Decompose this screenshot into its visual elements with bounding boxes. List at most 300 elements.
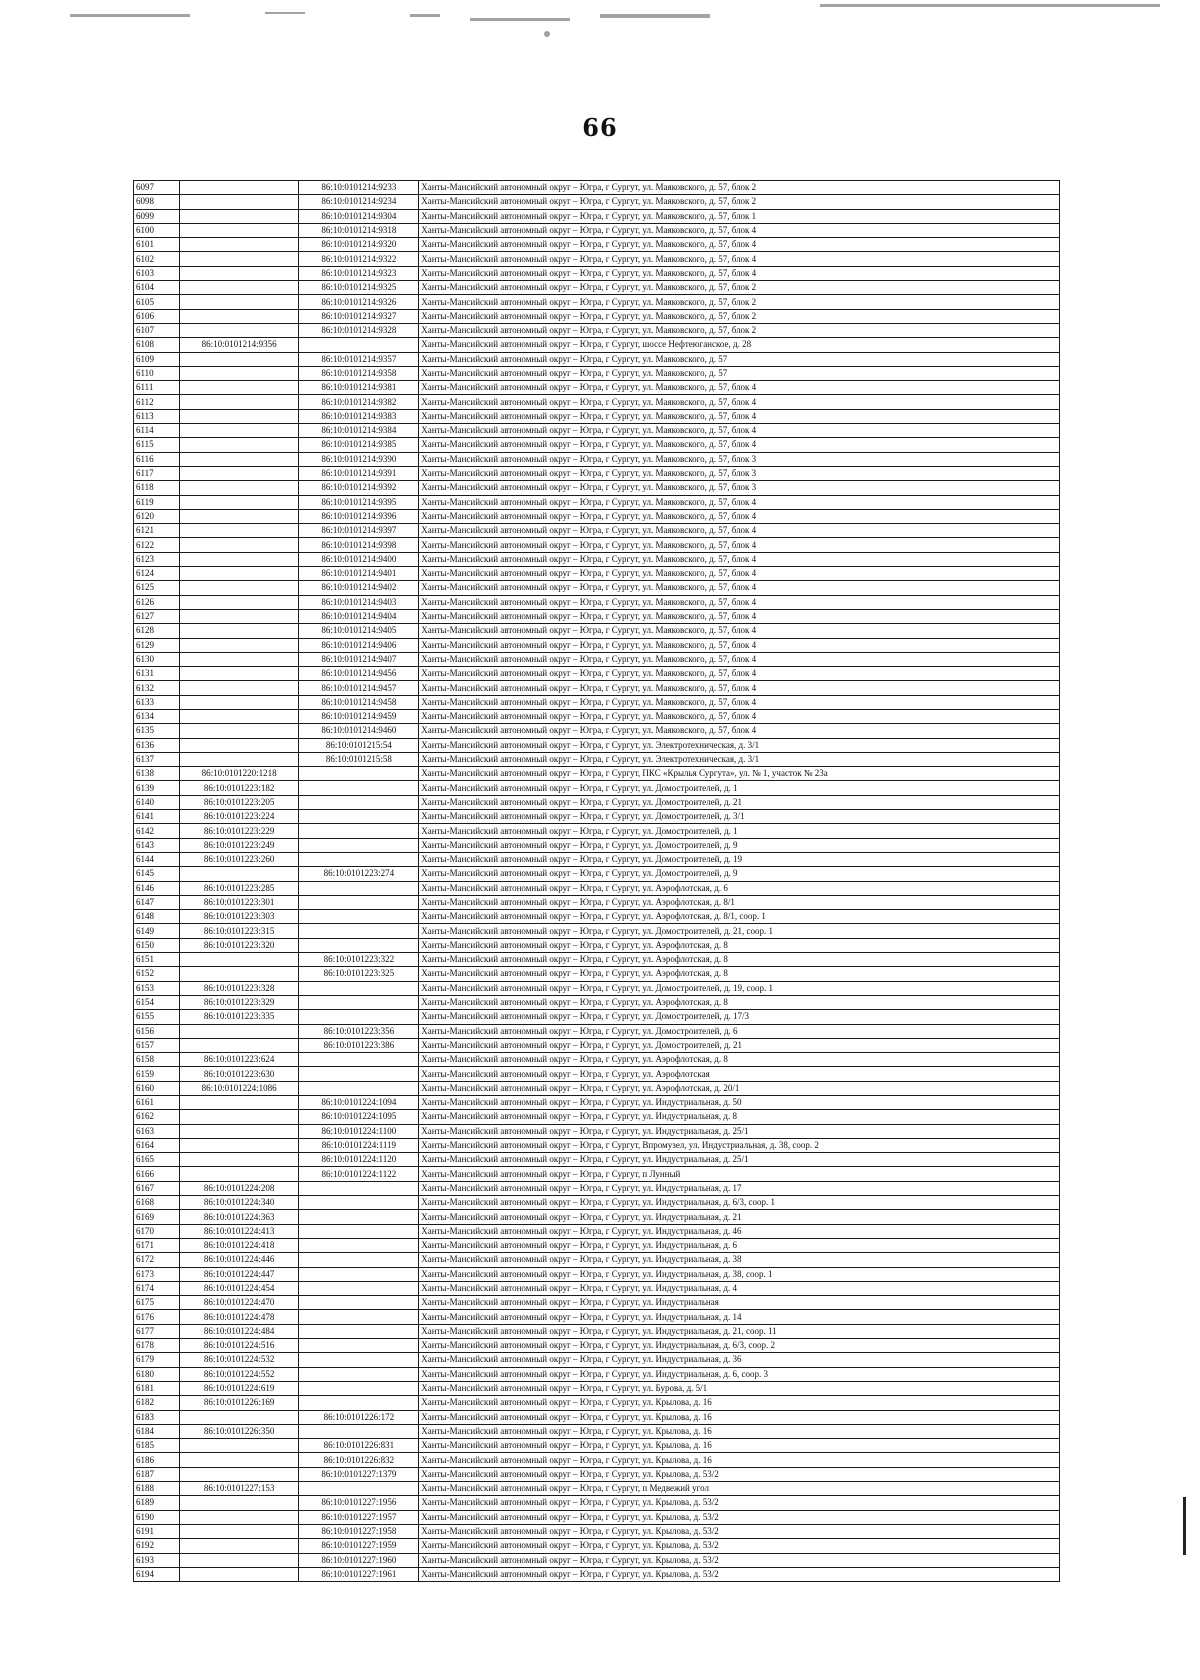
new-cadastral-number: 86:10:0101215:58 bbox=[299, 752, 419, 766]
old-cadastral-number bbox=[179, 195, 299, 209]
new-cadastral-number bbox=[299, 924, 419, 938]
new-cadastral-number: 86:10:0101214:9322 bbox=[299, 252, 419, 266]
address: Ханты-Мансийский автономный округ – Югра, г Сургут, ул. Домостроителей, д. 17/3 bbox=[419, 1010, 1060, 1024]
address: Ханты-Мансийский автономный округ – Югра, г Сургут, ул. Бурова, д. 5/1 bbox=[419, 1381, 1060, 1395]
row-number: 6192 bbox=[134, 1539, 180, 1553]
address: Ханты-Мансийский автономный округ – Югра, г Сургут, ул. Домостроителей, д. 21 bbox=[419, 795, 1060, 809]
address: Ханты-Мансийский автономный округ – Югра, г Сургут, ул. Маяковского, д. 57, блок 2 bbox=[419, 309, 1060, 323]
new-cadastral-number bbox=[299, 1296, 419, 1310]
old-cadastral-number bbox=[179, 538, 299, 552]
old-cadastral-number bbox=[179, 295, 299, 309]
old-cadastral-number: 86:10:0101223:205 bbox=[179, 795, 299, 809]
old-cadastral-number: 86:10:0101224:363 bbox=[179, 1210, 299, 1224]
table-row bbox=[134, 238, 1060, 252]
address: Ханты-Мансийский автономный округ – Югра, г Сургут, ул. Аэрофлотская, д. 8/1 bbox=[419, 895, 1060, 909]
old-cadastral-number bbox=[179, 1524, 299, 1538]
old-cadastral-number bbox=[179, 1553, 299, 1567]
address: Ханты-Мансийский автономный округ – Югра, г Сургут, ул. Крылова, д. 16 bbox=[419, 1453, 1060, 1467]
new-cadastral-number: 86:10:0101223:325 bbox=[299, 967, 419, 981]
row-number: 6180 bbox=[134, 1367, 180, 1381]
address: Ханты-Мансийский автономный округ – Югра, г Сургут, ул. Маяковского, д. 57, блок 2 bbox=[419, 295, 1060, 309]
address: Ханты-Мансийский автономный округ – Югра, г Сургут, ул. Индустриальная, д. 8 bbox=[419, 1110, 1060, 1124]
new-cadastral-number bbox=[299, 810, 419, 824]
address: Ханты-Мансийский автономный округ – Югра, г Сургут, ул. Домостроителей, д. 1 bbox=[419, 781, 1060, 795]
table-row bbox=[134, 1482, 1060, 1496]
row-number: 6185 bbox=[134, 1439, 180, 1453]
new-cadastral-number bbox=[299, 938, 419, 952]
table-row bbox=[134, 195, 1060, 209]
old-cadastral-number bbox=[179, 1153, 299, 1167]
new-cadastral-number bbox=[299, 1482, 419, 1496]
address: Ханты-Мансийский автономный округ – Югра, г Сургут, ул. Крылова, д. 16 bbox=[419, 1410, 1060, 1424]
new-cadastral-number: 86:10:0101224:1095 bbox=[299, 1110, 419, 1124]
row-number: 6189 bbox=[134, 1496, 180, 1510]
table-row bbox=[134, 881, 1060, 895]
row-number: 6103 bbox=[134, 266, 180, 280]
old-cadastral-number: 86:10:0101223:303 bbox=[179, 910, 299, 924]
new-cadastral-number: 86:10:0101214:9395 bbox=[299, 495, 419, 509]
row-number: 6177 bbox=[134, 1324, 180, 1338]
row-number: 6119 bbox=[134, 495, 180, 509]
new-cadastral-number bbox=[299, 981, 419, 995]
old-cadastral-number: 86:10:0101223:315 bbox=[179, 924, 299, 938]
row-number: 6133 bbox=[134, 695, 180, 709]
new-cadastral-number: 86:10:0101224:1094 bbox=[299, 1096, 419, 1110]
table-row bbox=[134, 767, 1060, 781]
address: Ханты-Мансийский автономный округ – Югра, г Сургут, ул. Маяковского, д. 57, блок 4 bbox=[419, 424, 1060, 438]
table-row bbox=[134, 1038, 1060, 1052]
address: Ханты-Мансийский автономный округ – Югра, г Сургут, ул. Маяковского, д. 57, блок 4 bbox=[419, 638, 1060, 652]
row-number: 6122 bbox=[134, 538, 180, 552]
new-cadastral-number bbox=[299, 338, 419, 352]
row-number: 6148 bbox=[134, 910, 180, 924]
table-row bbox=[134, 1539, 1060, 1553]
old-cadastral-number: 86:10:0101223:328 bbox=[179, 981, 299, 995]
row-number: 6162 bbox=[134, 1110, 180, 1124]
address: Ханты-Мансийский автономный округ – Югра, г Сургут, ул. Аэрофлотская, д. 8 bbox=[419, 1053, 1060, 1067]
old-cadastral-number: 86:10:0101223:229 bbox=[179, 824, 299, 838]
new-cadastral-number bbox=[299, 1238, 419, 1252]
old-cadastral-number: 86:10:0101224:516 bbox=[179, 1339, 299, 1353]
row-number: 6166 bbox=[134, 1167, 180, 1181]
row-number: 6183 bbox=[134, 1410, 180, 1424]
table-row bbox=[134, 838, 1060, 852]
address: Ханты-Мансийский автономный округ – Югра, г Сургут, ул. Маяковского, д. 57, блок 4 bbox=[419, 438, 1060, 452]
new-cadastral-number: 86:10:0101224:1122 bbox=[299, 1167, 419, 1181]
new-cadastral-number: 86:10:0101214:9357 bbox=[299, 352, 419, 366]
address: Ханты-Мансийский автономный округ – Югра, г Сургут, ул. Аэрофлотская, д. 8/1, соор. 1 bbox=[419, 910, 1060, 924]
new-cadastral-number bbox=[299, 1224, 419, 1238]
new-cadastral-number bbox=[299, 1181, 419, 1195]
address: Ханты-Мансийский автономный округ – Югра, г Сургут, ул. Маяковского, д. 57, блок 4 bbox=[419, 381, 1060, 395]
table-row bbox=[134, 1496, 1060, 1510]
new-cadastral-number: 86:10:0101214:9328 bbox=[299, 323, 419, 337]
old-cadastral-number bbox=[179, 752, 299, 766]
old-cadastral-number: 86:10:0101224:418 bbox=[179, 1238, 299, 1252]
old-cadastral-number bbox=[179, 209, 299, 223]
old-cadastral-number: 86:10:0101224:340 bbox=[179, 1196, 299, 1210]
new-cadastral-number: 86:10:0101214:9402 bbox=[299, 581, 419, 595]
old-cadastral-number bbox=[179, 552, 299, 566]
new-cadastral-number: 86:10:0101214:9383 bbox=[299, 409, 419, 423]
table-row bbox=[134, 938, 1060, 952]
table-row bbox=[134, 495, 1060, 509]
address: Ханты-Мансийский автономный округ – Югра, г Сургут, п Медвежий угол bbox=[419, 1482, 1060, 1496]
old-cadastral-number bbox=[179, 681, 299, 695]
table-row bbox=[134, 1339, 1060, 1353]
address: Ханты-Мансийский автономный округ – Югра, г Сургут, ул. Маяковского, д. 57, блок 4 bbox=[419, 667, 1060, 681]
row-number: 6111 bbox=[134, 381, 180, 395]
new-cadastral-number bbox=[299, 881, 419, 895]
table-row bbox=[134, 252, 1060, 266]
old-cadastral-number: 86:10:0101223:630 bbox=[179, 1067, 299, 1081]
new-cadastral-number bbox=[299, 852, 419, 866]
row-number: 6115 bbox=[134, 438, 180, 452]
old-cadastral-number bbox=[179, 1467, 299, 1481]
table-row bbox=[134, 1110, 1060, 1124]
old-cadastral-number bbox=[179, 738, 299, 752]
address: Ханты-Мансийский автономный округ – Югра, г Сургут, ул. Электротехническая, д. 3/1 bbox=[419, 752, 1060, 766]
row-number: 6159 bbox=[134, 1067, 180, 1081]
old-cadastral-number bbox=[179, 1038, 299, 1052]
old-cadastral-number bbox=[179, 967, 299, 981]
row-number: 6161 bbox=[134, 1096, 180, 1110]
address: Ханты-Мансийский автономный округ – Югра, г Сургут, ул. Маяковского, д. 57, блок 2 bbox=[419, 281, 1060, 295]
old-cadastral-number bbox=[179, 1539, 299, 1553]
table-row bbox=[134, 1067, 1060, 1081]
new-cadastral-number bbox=[299, 1081, 419, 1095]
row-number: 6124 bbox=[134, 567, 180, 581]
new-cadastral-number: 86:10:0101214:9325 bbox=[299, 281, 419, 295]
table-row bbox=[134, 1253, 1060, 1267]
new-cadastral-number: 86:10:0101226:832 bbox=[299, 1453, 419, 1467]
new-cadastral-number: 86:10:0101223:356 bbox=[299, 1024, 419, 1038]
address: Ханты-Мансийский автономный округ – Югра, г Сургут, ул. Маяковского, д. 57, блок 4 bbox=[419, 652, 1060, 666]
row-number: 6184 bbox=[134, 1424, 180, 1438]
row-number: 6163 bbox=[134, 1124, 180, 1138]
row-number: 6181 bbox=[134, 1381, 180, 1395]
address: Ханты-Мансийский автономный округ – Югра, г Сургут, ул. Домостроителей, д. 3/1 bbox=[419, 810, 1060, 824]
table-row bbox=[134, 1381, 1060, 1395]
old-cadastral-number bbox=[179, 609, 299, 623]
new-cadastral-number bbox=[299, 824, 419, 838]
old-cadastral-number: 86:10:0101224:478 bbox=[179, 1310, 299, 1324]
old-cadastral-number: 86:10:0101224:413 bbox=[179, 1224, 299, 1238]
row-number: 6099 bbox=[134, 209, 180, 223]
table-row bbox=[134, 295, 1060, 309]
old-cadastral-number: 86:10:0101224:454 bbox=[179, 1281, 299, 1295]
address: Ханты-Мансийский автономный округ – Югра, г Сургут, ул. Маяковского, д. 57, блок 4 bbox=[419, 567, 1060, 581]
address: Ханты-Мансийский автономный округ – Югра, г Сургут, ул. Индустриальная, д. 25/1 bbox=[419, 1124, 1060, 1138]
old-cadastral-number bbox=[179, 652, 299, 666]
address: Ханты-Мансийский автономный округ – Югра, г Сургут, ул. Маяковского, д. 57, блок 4 bbox=[419, 409, 1060, 423]
row-number: 6168 bbox=[134, 1196, 180, 1210]
address: Ханты-Мансийский автономный округ – Югра, г Сургут, ул. Маяковского, д. 57, блок 2 bbox=[419, 181, 1060, 195]
old-cadastral-number bbox=[179, 567, 299, 581]
new-cadastral-number: 86:10:0101214:9326 bbox=[299, 295, 419, 309]
old-cadastral-number: 86:10:0101223:329 bbox=[179, 995, 299, 1009]
old-cadastral-number bbox=[179, 1410, 299, 1424]
table-row bbox=[134, 1124, 1060, 1138]
registry-table bbox=[133, 180, 1060, 1582]
table-row bbox=[134, 1396, 1060, 1410]
table-row bbox=[134, 1281, 1060, 1295]
old-cadastral-number bbox=[179, 323, 299, 337]
address: Ханты-Мансийский автономный округ – Югра, г Сургут, ул. Домостроителей, д. 9 bbox=[419, 838, 1060, 852]
new-cadastral-number bbox=[299, 1053, 419, 1067]
table-row bbox=[134, 581, 1060, 595]
table-row bbox=[134, 1567, 1060, 1581]
row-number: 6146 bbox=[134, 881, 180, 895]
table-row bbox=[134, 323, 1060, 337]
table-row bbox=[134, 1467, 1060, 1481]
address: Ханты-Мансийский автономный округ – Югра, г Сургут, ул. Домостроителей, д. 21 bbox=[419, 1038, 1060, 1052]
address: Ханты-Мансийский автономный округ – Югра, г Сургут, ул. Индустриальная, д. 50 bbox=[419, 1096, 1060, 1110]
row-number: 6136 bbox=[134, 738, 180, 752]
old-cadastral-number bbox=[179, 1138, 299, 1152]
address: Ханты-Мансийский автономный округ – Югра, г Сургут, ул. Аэрофлотская bbox=[419, 1067, 1060, 1081]
new-cadastral-number: 86:10:0101214:9304 bbox=[299, 209, 419, 223]
table-row bbox=[134, 1167, 1060, 1181]
address: Ханты-Мансийский автономный округ – Югра, г Сургут, ул. Маяковского, д. 57, блок 4 bbox=[419, 624, 1060, 638]
address: Ханты-Мансийский автономный округ – Югра, г Сургут, ул. Маяковского, д. 57, блок 4 bbox=[419, 681, 1060, 695]
address: Ханты-Мансийский автономный округ – Югра, г Сургут, ул. Индустриальная, д. 6/3, соор. 2 bbox=[419, 1339, 1060, 1353]
new-cadastral-number bbox=[299, 767, 419, 781]
row-number: 6143 bbox=[134, 838, 180, 852]
new-cadastral-number bbox=[299, 1010, 419, 1024]
row-number: 6191 bbox=[134, 1524, 180, 1538]
table-row bbox=[134, 1053, 1060, 1067]
old-cadastral-number bbox=[179, 409, 299, 423]
new-cadastral-number: 86:10:0101227:1956 bbox=[299, 1496, 419, 1510]
new-cadastral-number: 86:10:0101214:9385 bbox=[299, 438, 419, 452]
table-row bbox=[134, 795, 1060, 809]
address: Ханты-Мансийский автономный округ – Югра, г Сургут, ул. Крылова, д. 53/2 bbox=[419, 1524, 1060, 1538]
table-row bbox=[134, 781, 1060, 795]
table-row bbox=[134, 552, 1060, 566]
address: Ханты-Мансийский автономный округ – Югра, г Сургут, ул. Электротехническая, д. 3/1 bbox=[419, 738, 1060, 752]
new-cadastral-number bbox=[299, 781, 419, 795]
address: Ханты-Мансийский автономный округ – Югра, г Сургут, ул. Индустриальная, д. 38 bbox=[419, 1253, 1060, 1267]
new-cadastral-number: 86:10:0101224:1100 bbox=[299, 1124, 419, 1138]
row-number: 6145 bbox=[134, 867, 180, 881]
row-number: 6186 bbox=[134, 1453, 180, 1467]
row-number: 6127 bbox=[134, 609, 180, 623]
new-cadastral-number: 86:10:0101226:172 bbox=[299, 1410, 419, 1424]
row-number: 6174 bbox=[134, 1281, 180, 1295]
address: Ханты-Мансийский автономный округ – Югра, г Сургут, ул. Крылова, д. 53/2 bbox=[419, 1496, 1060, 1510]
address: Ханты-Мансийский автономный округ – Югра, г Сургут, ул. Маяковского, д. 57, блок 4 bbox=[419, 509, 1060, 523]
address: Ханты-Мансийский автономный округ – Югра, г Сургут, ул. Домостроителей, д. 21, соор. 1 bbox=[419, 924, 1060, 938]
address: Ханты-Мансийский автономный округ – Югра, г Сургут, ул. Маяковского, д. 57, блок 4 bbox=[419, 695, 1060, 709]
table-row bbox=[134, 309, 1060, 323]
row-number: 6187 bbox=[134, 1467, 180, 1481]
row-number: 6110 bbox=[134, 366, 180, 380]
new-cadastral-number bbox=[299, 1253, 419, 1267]
table-row bbox=[134, 738, 1060, 752]
address: Ханты-Мансийский автономный округ – Югра, г Сургут, ул. Крылова, д. 53/2 bbox=[419, 1510, 1060, 1524]
old-cadastral-number bbox=[179, 1567, 299, 1581]
new-cadastral-number: 86:10:0101214:9403 bbox=[299, 595, 419, 609]
new-cadastral-number: 86:10:0101214:9397 bbox=[299, 524, 419, 538]
old-cadastral-number bbox=[179, 252, 299, 266]
row-number: 6155 bbox=[134, 1010, 180, 1024]
table-row bbox=[134, 1310, 1060, 1324]
row-number: 6149 bbox=[134, 924, 180, 938]
new-cadastral-number: 86:10:0101214:9458 bbox=[299, 695, 419, 709]
address: Ханты-Мансийский автономный округ – Югра, г Сургут, ул. Индустриальная, д. 6, соор. 3 bbox=[419, 1367, 1060, 1381]
table-row bbox=[134, 1424, 1060, 1438]
table-row bbox=[134, 895, 1060, 909]
address: Ханты-Мансийский автономный округ – Югра, г Сургут, ПКС «Крылья Сургута», ул. № 1, участок № 23а bbox=[419, 767, 1060, 781]
table-body bbox=[134, 181, 1060, 1582]
old-cadastral-number: 86:10:0101224:552 bbox=[179, 1367, 299, 1381]
row-number: 6128 bbox=[134, 624, 180, 638]
old-cadastral-number: 86:10:0101224:470 bbox=[179, 1296, 299, 1310]
row-number: 6101 bbox=[134, 238, 180, 252]
table-row bbox=[134, 1453, 1060, 1467]
row-number: 6100 bbox=[134, 223, 180, 237]
address: Ханты-Мансийский автономный округ – Югра, г Сургут, ул. Крылова, д. 16 bbox=[419, 1424, 1060, 1438]
row-number: 6147 bbox=[134, 895, 180, 909]
old-cadastral-number bbox=[179, 1453, 299, 1467]
address: Ханты-Мансийский автономный округ – Югра, г Сургут, ул. Маяковского, д. 57, блок 4 bbox=[419, 709, 1060, 723]
table-row bbox=[134, 567, 1060, 581]
address: Ханты-Мансийский автономный округ – Югра, г Сургут, ул. Крылова, д. 16 bbox=[419, 1396, 1060, 1410]
new-cadastral-number: 86:10:0101214:9401 bbox=[299, 567, 419, 581]
address: Ханты-Мансийский автономный округ – Югра, г Сургут, ул. Аэрофлотская, д. 20/1 bbox=[419, 1081, 1060, 1095]
new-cadastral-number bbox=[299, 1281, 419, 1295]
old-cadastral-number: 86:10:0101224:208 bbox=[179, 1181, 299, 1195]
new-cadastral-number: 86:10:0101214:9406 bbox=[299, 638, 419, 652]
table-row bbox=[134, 652, 1060, 666]
table-row bbox=[134, 1296, 1060, 1310]
table-row bbox=[134, 1138, 1060, 1152]
new-cadastral-number bbox=[299, 895, 419, 909]
row-number: 6188 bbox=[134, 1482, 180, 1496]
new-cadastral-number: 86:10:0101214:9234 bbox=[299, 195, 419, 209]
table-row bbox=[134, 1096, 1060, 1110]
old-cadastral-number: 86:10:0101224:484 bbox=[179, 1324, 299, 1338]
new-cadastral-number: 86:10:0101227:1958 bbox=[299, 1524, 419, 1538]
address: Ханты-Мансийский автономный округ – Югра, г Сургут, ул. Индустриальная, д. 38, соор. 1 bbox=[419, 1267, 1060, 1281]
new-cadastral-number: 86:10:0101214:9404 bbox=[299, 609, 419, 623]
address: Ханты-Мансийский автономный округ – Югра, г Сургут, ул. Индустриальная, д. 25/1 bbox=[419, 1153, 1060, 1167]
row-number: 6165 bbox=[134, 1153, 180, 1167]
row-number: 6137 bbox=[134, 752, 180, 766]
table-row bbox=[134, 810, 1060, 824]
table-row bbox=[134, 352, 1060, 366]
table-row bbox=[134, 509, 1060, 523]
old-cadastral-number: 86:10:0101223:249 bbox=[179, 838, 299, 852]
row-number: 6118 bbox=[134, 481, 180, 495]
table-row bbox=[134, 1181, 1060, 1195]
new-cadastral-number: 86:10:0101227:1379 bbox=[299, 1467, 419, 1481]
table-row bbox=[134, 366, 1060, 380]
table-row bbox=[134, 181, 1060, 195]
old-cadastral-number bbox=[179, 1110, 299, 1124]
new-cadastral-number: 86:10:0101227:1960 bbox=[299, 1553, 419, 1567]
new-cadastral-number: 86:10:0101215:54 bbox=[299, 738, 419, 752]
row-number: 6121 bbox=[134, 524, 180, 538]
address: Ханты-Мансийский автономный округ – Югра, г Сургут, ул. Домостроителей, д. 1 bbox=[419, 824, 1060, 838]
new-cadastral-number: 86:10:0101214:9460 bbox=[299, 724, 419, 738]
address: Ханты-Мансийский автономный округ – Югра, г Сургут, ул. Индустриальная, д. 17 bbox=[419, 1181, 1060, 1195]
old-cadastral-number bbox=[179, 581, 299, 595]
new-cadastral-number bbox=[299, 1310, 419, 1324]
address: Ханты-Мансийский автономный округ – Югра, г Сургут, ул. Маяковского, д. 57 bbox=[419, 352, 1060, 366]
new-cadastral-number: 86:10:0101214:9233 bbox=[299, 181, 419, 195]
table-row bbox=[134, 1439, 1060, 1453]
address: Ханты-Мансийский автономный округ – Югра, г Сургут, шоссе Нефтеюганское, д. 28 bbox=[419, 338, 1060, 352]
new-cadastral-number: 86:10:0101214:9392 bbox=[299, 481, 419, 495]
new-cadastral-number bbox=[299, 838, 419, 852]
old-cadastral-number: 86:10:0101224:447 bbox=[179, 1267, 299, 1281]
table-row bbox=[134, 338, 1060, 352]
address: Ханты-Мансийский автономный округ – Югра, г Сургут, ул. Маяковского, д. 57, блок 4 bbox=[419, 238, 1060, 252]
row-number: 6117 bbox=[134, 466, 180, 480]
address: Ханты-Мансийский автономный округ – Югра, г Сургут, ул. Маяковского, д. 57, блок 4 bbox=[419, 581, 1060, 595]
row-number: 6131 bbox=[134, 667, 180, 681]
old-cadastral-number bbox=[179, 466, 299, 480]
address: Ханты-Мансийский автономный округ – Югра, г Сургут, ул. Аэрофлотская, д. 6 bbox=[419, 881, 1060, 895]
new-cadastral-number: 86:10:0101214:9405 bbox=[299, 624, 419, 638]
new-cadastral-number: 86:10:0101223:386 bbox=[299, 1038, 419, 1052]
table-row bbox=[134, 638, 1060, 652]
address: Ханты-Мансийский автономный округ – Югра, г Сургут, ул. Домостроителей, д. 19, соор. 1 bbox=[419, 981, 1060, 995]
table-row bbox=[134, 1510, 1060, 1524]
address: Ханты-Мансийский автономный округ – Югра, г Сургут, ул. Маяковского, д. 57, блок 3 bbox=[419, 481, 1060, 495]
address: Ханты-Мансийский автономный округ – Югра, г Сургут, ул. Маяковского, д. 57, блок 1 bbox=[419, 209, 1060, 223]
new-cadastral-number: 86:10:0101214:9382 bbox=[299, 395, 419, 409]
old-cadastral-number bbox=[179, 1167, 299, 1181]
table-row bbox=[134, 1153, 1060, 1167]
address: Ханты-Мансийский автономный округ – Югра, г Сургут, ул. Маяковского, д. 57, блок 4 bbox=[419, 223, 1060, 237]
scan-artifact-top bbox=[0, 0, 1200, 60]
row-number: 6193 bbox=[134, 1553, 180, 1567]
new-cadastral-number: 86:10:0101214:9318 bbox=[299, 223, 419, 237]
row-number: 6132 bbox=[134, 681, 180, 695]
old-cadastral-number bbox=[179, 181, 299, 195]
old-cadastral-number bbox=[179, 424, 299, 438]
address: Ханты-Мансийский автономный округ – Югра, г Сургут, ул. Индустриальная bbox=[419, 1296, 1060, 1310]
address: Ханты-Мансийский автономный округ – Югра, г Сургут, ул. Маяковского, д. 57, блок 4 bbox=[419, 524, 1060, 538]
row-number: 6138 bbox=[134, 767, 180, 781]
address: Ханты-Мансийский автономный округ – Югра, г Сургут, ул. Домостроителей, д. 19 bbox=[419, 852, 1060, 866]
page-number: 66 bbox=[582, 113, 618, 142]
new-cadastral-number: 86:10:0101214:9391 bbox=[299, 466, 419, 480]
row-number: 6144 bbox=[134, 852, 180, 866]
address: Ханты-Мансийский автономный округ – Югра, г Сургут, ул. Домостроителей, д. 9 bbox=[419, 867, 1060, 881]
new-cadastral-number: 86:10:0101226:831 bbox=[299, 1439, 419, 1453]
address: Ханты-Мансийский автономный округ – Югра, г Сургут, ул. Маяковского, д. 57, блок 4 bbox=[419, 252, 1060, 266]
new-cadastral-number: 86:10:0101227:1957 bbox=[299, 1510, 419, 1524]
row-number: 6130 bbox=[134, 652, 180, 666]
row-number: 6175 bbox=[134, 1296, 180, 1310]
table-row bbox=[134, 852, 1060, 866]
address: Ханты-Мансийский автономный округ – Югра, г Сургут, ул. Индустриальная, д. 21 bbox=[419, 1210, 1060, 1224]
row-number: 6107 bbox=[134, 323, 180, 337]
table-row bbox=[134, 524, 1060, 538]
address: Ханты-Мансийский автономный округ – Югра, г Сургут, ул. Маяковского, д. 57, блок 4 bbox=[419, 595, 1060, 609]
old-cadastral-number: 86:10:0101226:169 bbox=[179, 1396, 299, 1410]
table-row bbox=[134, 1353, 1060, 1367]
new-cadastral-number bbox=[299, 1367, 419, 1381]
row-number: 6182 bbox=[134, 1396, 180, 1410]
row-number: 6157 bbox=[134, 1038, 180, 1052]
old-cadastral-number bbox=[179, 709, 299, 723]
new-cadastral-number bbox=[299, 795, 419, 809]
